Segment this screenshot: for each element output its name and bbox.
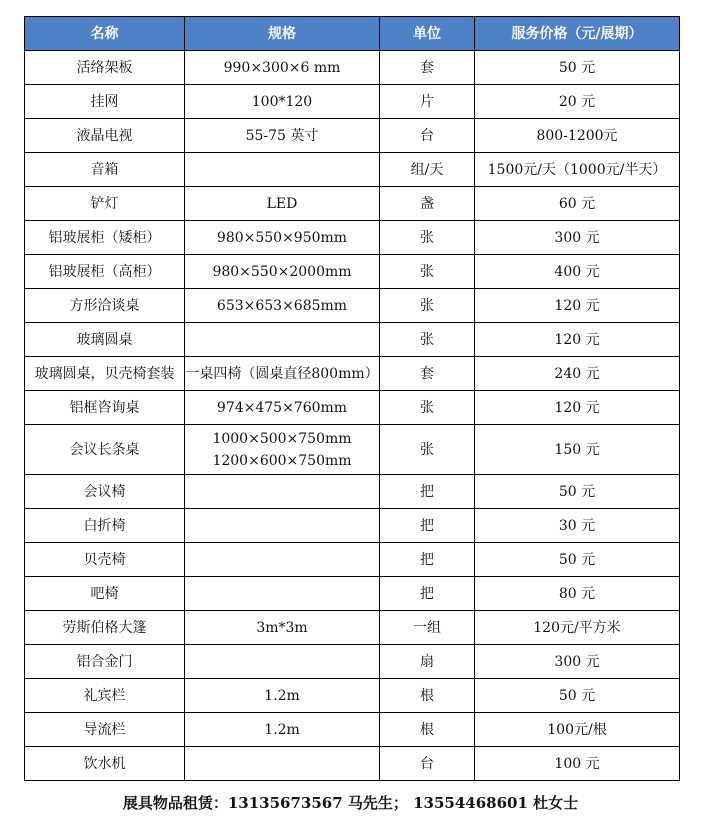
item-spec-cell (185, 509, 380, 543)
item-name-cell: 玻璃圆桌，贝壳椅套装 (25, 357, 185, 391)
item-name-cell: 铝玻展柜（高柜） (25, 255, 185, 289)
table-row (25, 713, 680, 747)
table-row (25, 645, 680, 679)
item-spec-line: LED (266, 195, 298, 212)
item-price-cell: 300 元 (475, 645, 680, 679)
item-unit-cell: 把 (380, 543, 475, 577)
item-spec-cell (185, 645, 380, 679)
table-row (25, 187, 680, 221)
item-price-cell: 150 元 (475, 425, 680, 475)
table-row (25, 391, 680, 425)
item-name-cell: 铲灯 (25, 187, 185, 221)
item-price-cell: 400 元 (475, 255, 680, 289)
item-spec-cell (185, 713, 380, 747)
item-unit-cell: 张 (380, 221, 475, 255)
item-price-cell: 120 元 (475, 323, 680, 357)
item-spec-line: 一桌四椅（圆桌直径800mm） (185, 365, 379, 382)
item-name-cell: 劳斯伯格大篷 (25, 611, 185, 645)
item-price-cell: 100元/根 (475, 713, 680, 747)
item-name-cell: 礼宾栏 (25, 679, 185, 713)
item-unit-cell: 根 (380, 713, 475, 747)
item-name-cell: 饮水机 (25, 747, 185, 781)
item-unit-cell: 张 (380, 425, 475, 475)
item-unit-cell: 台 (380, 747, 475, 781)
item-name-cell: 音箱 (25, 153, 185, 187)
item-price-cell: 50 元 (475, 543, 680, 577)
table-row (25, 611, 680, 645)
header-name: 名称 (25, 17, 185, 51)
item-spec-cell (185, 221, 380, 255)
item-price-cell: 80 元 (475, 577, 680, 611)
header-unit: 单位 (380, 17, 475, 51)
item-spec-cell (185, 357, 380, 391)
item-price-cell: 800-1200元 (475, 119, 680, 153)
item-spec-line: 100*120 (251, 93, 313, 110)
item-unit-cell: 张 (380, 323, 475, 357)
item-spec-line: 974×475×760mm (216, 399, 348, 416)
item-price-cell: 300 元 (475, 221, 680, 255)
item-name-cell: 液晶电视 (25, 119, 185, 153)
item-name-cell: 会议长条桌 (25, 425, 185, 475)
item-spec-cell (185, 289, 380, 323)
item-spec-cell (185, 475, 380, 509)
item-unit-cell: 片 (380, 85, 475, 119)
item-spec-line: 1.2m (264, 721, 300, 738)
item-name-cell: 贝壳椅 (25, 543, 185, 577)
item-price-cell: 240 元 (475, 357, 680, 391)
table-row (25, 85, 680, 119)
table-row (25, 543, 680, 577)
item-name-cell: 挂网 (25, 85, 185, 119)
item-price-cell: 120元/平方米 (475, 611, 680, 645)
header-price: 服务价格（元/展期） (475, 17, 680, 51)
item-spec-cell (185, 153, 380, 187)
item-spec-cell (185, 85, 380, 119)
item-price-cell: 50 元 (475, 475, 680, 509)
item-price-cell: 120 元 (475, 391, 680, 425)
item-unit-cell: 把 (380, 475, 475, 509)
item-spec-cell (185, 747, 380, 781)
item-price-cell: 30 元 (475, 509, 680, 543)
item-spec-cell (185, 543, 380, 577)
item-name-cell: 吧椅 (25, 577, 185, 611)
item-spec-cell (185, 679, 380, 713)
item-unit-cell: 一组 (380, 611, 475, 645)
table-row (25, 425, 680, 475)
table-row (25, 747, 680, 781)
item-price-cell: 60 元 (475, 187, 680, 221)
item-price-cell: 120 元 (475, 289, 680, 323)
item-price-cell: 20 元 (475, 85, 680, 119)
item-spec-cell (185, 425, 380, 475)
table-row (25, 577, 680, 611)
table-row (25, 509, 680, 543)
table-row (25, 119, 680, 153)
item-spec-line: 3m*3m (256, 619, 308, 636)
table-row (25, 153, 680, 187)
table-row (25, 255, 680, 289)
item-name-cell: 活络架板 (25, 51, 185, 85)
item-unit-cell: 组/天 (380, 153, 475, 187)
item-spec-cell (185, 577, 380, 611)
item-name-cell: 铝合金门 (25, 645, 185, 679)
item-unit-cell: 张 (380, 391, 475, 425)
item-spec-cell (185, 119, 380, 153)
item-unit-cell: 盏 (380, 187, 475, 221)
table-header-row (25, 17, 680, 51)
item-spec-cell (185, 611, 380, 645)
table-body (25, 51, 680, 781)
item-spec-line: 990×300×6 mm (223, 59, 341, 76)
table-row (25, 475, 680, 509)
item-spec-cell (185, 51, 380, 85)
item-spec-cell (185, 187, 380, 221)
table-row (25, 357, 680, 391)
item-spec-line: 1.2m (264, 687, 300, 704)
item-unit-cell: 根 (380, 679, 475, 713)
item-unit-cell: 把 (380, 509, 475, 543)
item-name-cell: 玻璃圆桌 (25, 323, 185, 357)
item-unit-cell: 套 (380, 51, 475, 85)
item-unit-cell: 张 (380, 289, 475, 323)
table-row (25, 679, 680, 713)
item-spec-line: 980×550×2000mm (212, 263, 352, 280)
rental-contact-footer: 展具物品租赁：13135673567 马先生； 13554468601 杜女士 (122, 794, 579, 812)
item-name-cell: 方形洽谈桌 (25, 289, 185, 323)
item-price-cell: 1500元/天（1000元/半天） (475, 153, 680, 187)
price-table (24, 16, 680, 781)
item-spec-line: 1000×500×750mm (212, 430, 352, 447)
table-row (25, 323, 680, 357)
item-name-cell: 铝框咨询桌 (25, 391, 185, 425)
item-unit-cell: 把 (380, 577, 475, 611)
table-row (25, 51, 680, 85)
item-unit-cell: 扇 (380, 645, 475, 679)
header-spec: 规格 (185, 17, 380, 51)
item-spec-cell (185, 391, 380, 425)
item-spec-line: 980×550×950mm (216, 229, 348, 246)
item-price-cell: 50 元 (475, 679, 680, 713)
table-row (25, 221, 680, 255)
item-spec-line: 55-75 英寸 (245, 127, 319, 144)
item-unit-cell: 套 (380, 357, 475, 391)
item-unit-cell: 台 (380, 119, 475, 153)
item-name-cell: 铝玻展柜（矮柜） (25, 221, 185, 255)
item-name-cell: 会议椅 (25, 475, 185, 509)
table-row (25, 289, 680, 323)
item-spec-cell (185, 255, 380, 289)
item-price-cell: 50 元 (475, 51, 680, 85)
item-unit-cell: 张 (380, 255, 475, 289)
item-spec-line: 653×653×685mm (216, 297, 348, 314)
item-name-cell: 白折椅 (25, 509, 185, 543)
item-name-cell: 导流栏 (25, 713, 185, 747)
item-price-cell: 100 元 (475, 747, 680, 781)
item-spec-cell (185, 323, 380, 357)
item-spec-line: 1200×600×750mm (212, 452, 352, 469)
